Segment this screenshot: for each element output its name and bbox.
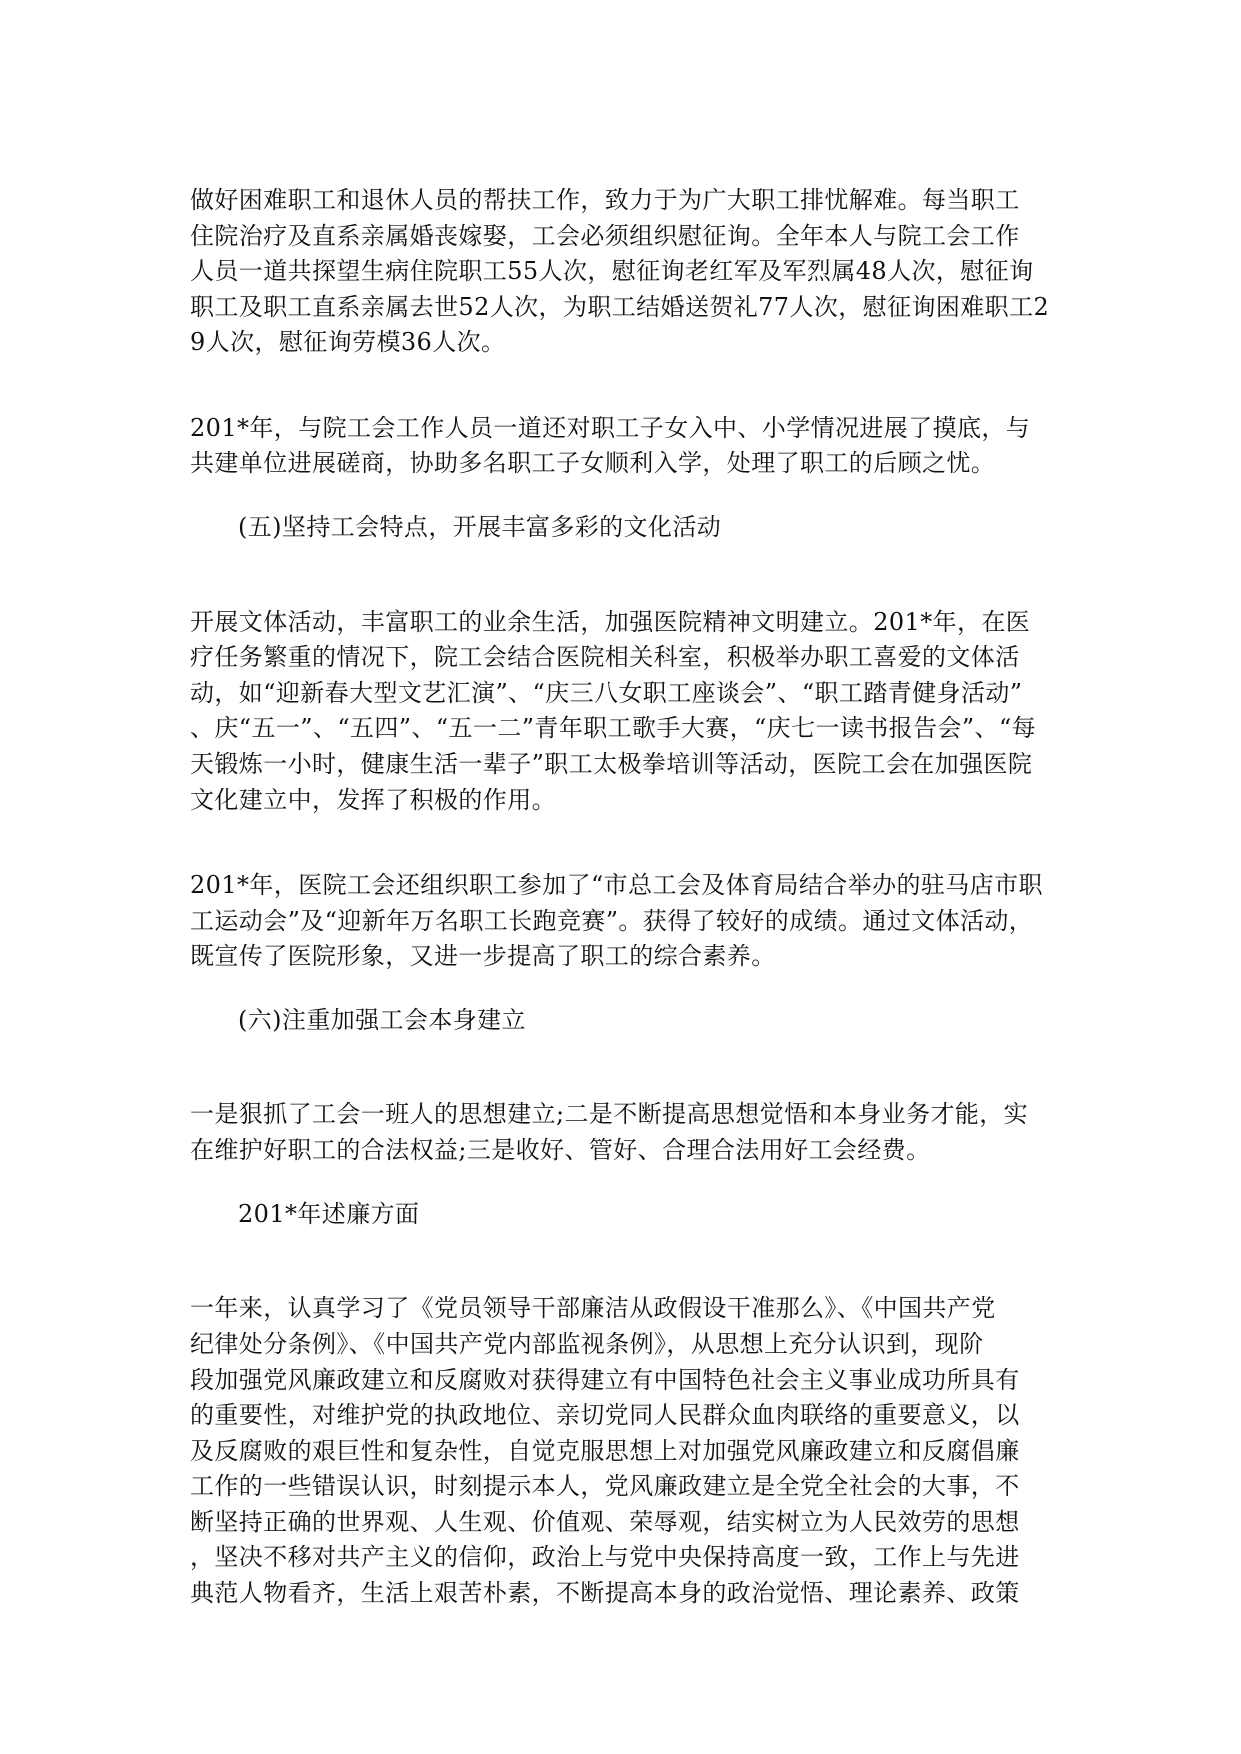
paragraph-line: 住院治疗及直系亲属婚丧嫁娶，工会必须组织慰征询。全年本人与院工会工作 xyxy=(190,222,1020,250)
paragraph-line: 9人次，慰征询劳模36人次。 xyxy=(190,328,506,356)
paragraph-line: 断坚持正确的世界观、人生观、价值观、荣辱观，结实树立为人民效劳的思想 xyxy=(190,1508,1020,1536)
paragraph-line: 一是狠抓了工会一班人的思想建立;二是不断提高思想觉悟和本身业务才能，实 xyxy=(190,1100,1029,1128)
paragraph-line: 典范人物看齐，生活上艰苦朴素，不断提高本身的政治觉悟、理论素养、政策 xyxy=(190,1579,1020,1607)
paragraph-line: 段加强党风廉政建立和反腐败对获得建立有中国特色社会主义事业成功所具有 xyxy=(190,1366,1020,1394)
section-heading: (五)坚持工会特点，开展丰富多彩的文化活动 xyxy=(238,513,722,541)
paragraph-line: 既宣传了医院形象，又进一步提高了职工的综合素养。 xyxy=(190,942,776,970)
paragraph-line: 开展文体活动，丰富职工的业余生活，加强医院精神文明建立。201*年，在医 xyxy=(190,608,1031,636)
paragraph-line: 纪律处分条例》、《中国共产党内部监视条例》，从思想上充分认识到，现阶 xyxy=(190,1330,984,1358)
paragraph-line: 、庆“五一”、“五四”、“五一二”青年职工歌手大赛，“庆七一读书报告会”、“每 xyxy=(190,714,1037,742)
paragraph-line: 做好困难职工和退休人员的帮扶工作，致力于为广大职工排忧解难。每当职工 xyxy=(190,186,1020,214)
paragraph-line: 共建单位进展磋商，协助多名职工子女顺利入学，处理了职工的后顾之忧。 xyxy=(190,449,996,477)
paragraph-line: ，坚决不移对共产主义的信仰，政治上与党中央保持高度一致，工作上与先进 xyxy=(190,1543,1020,1571)
paragraph-line: 201*年，医院工会还组织职工参加了“市总工会及体育局结合举办的驻马店市职 xyxy=(190,871,1043,899)
paragraph-line: 一年来，认真学习了《党员领导干部廉洁从政假设干准那么》、《中国共产党 xyxy=(190,1294,996,1322)
paragraph-line: 文化建立中，发挥了积极的作用。 xyxy=(190,786,556,814)
paragraph-line: 及反腐败的艰巨性和复杂性，自觉克服思想上对加强党风廉政建立和反腐倡廉 xyxy=(190,1437,1020,1465)
paragraph-line: 天锻炼一小时，健康生活一辈子”职工太极拳培训等活动，医院工会在加强医院 xyxy=(190,750,1033,778)
paragraph-line: 职工及职工直系亲属去世52人次，为职工结婚送贺礼77人次，慰征询困难职工2 xyxy=(190,293,1050,321)
section-heading: (六)注重加强工会本身建立 xyxy=(238,1006,526,1034)
paragraph-line: 动，如“迎新春大型文艺汇演”、“庆三八女职工座谈会”、“职工踏青健身活动” xyxy=(190,679,1023,707)
paragraph-line: 在维护好职工的合法权益;三是收好、管好、合理合法用好工会经费。 xyxy=(190,1136,931,1164)
paragraph-line: 的重要性，对维护党的执政地位、亲切党同人民群众血肉联络的重要意义，以 xyxy=(190,1401,1020,1429)
paragraph-line: 疗任务繁重的情况下，院工会结合医院相关科室，积极举办职工喜爱的文体活 xyxy=(190,643,1020,671)
paragraph-line: 工运动会”及“迎新年万名职工长跑竞赛”。获得了较好的成绩。通过文体活动， xyxy=(190,907,1034,935)
paragraph-line: 工作的一些错误认识，时刻提示本人，党风廉政建立是全党全社会的大事，不 xyxy=(190,1472,1020,1500)
paragraph-line: 人员一道共探望生病住院职工55人次，慰征询老红军及军烈属48人次，慰征询 xyxy=(190,257,1034,285)
section-heading: 201*年述廉方面 xyxy=(238,1200,420,1228)
paragraph-line: 201*年，与院工会工作人员一道还对职工子女入中、小学情况进展了摸底，与 xyxy=(190,414,1031,442)
